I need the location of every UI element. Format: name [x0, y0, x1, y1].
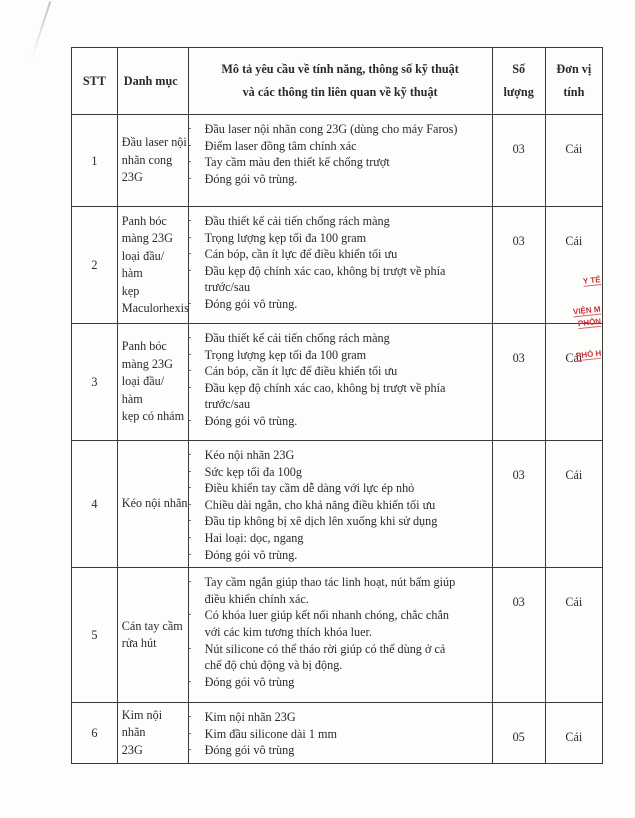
desc-bullet-item: - Nút silicone có thể tháo rời giúp có thể dùng ở cả: [189, 641, 486, 658]
cell-name: [117, 115, 188, 207]
header-desc-line1: Mô tả yêu cầu về tính năng, thông số kỹ thuật: [221, 62, 459, 76]
desc-continuation: chế độ chủ động và bị động.: [204, 658, 343, 673]
desc-bullet-item: - Kim đầu silicone dài 1 mm: [189, 726, 486, 743]
scan-artifact: [31, 1, 51, 59]
desc-bullet-item: - Điểm laser đồng tâm chính xác: [189, 138, 486, 155]
cell-qty: 03: [492, 207, 545, 324]
desc-bullet-item: - Tay cầm ngắn giúp thao tác linh hoạt, nút bấm giúp: [189, 574, 486, 591]
cell-unit: Cái: [545, 703, 602, 764]
desc-bullet-item: - Sức kẹp tối đa 100g: [189, 464, 486, 481]
header-desc: [188, 48, 492, 115]
cell-name-line: Kéo nội nhãn: [121, 496, 188, 511]
cell-qty: 03: [492, 441, 545, 568]
cell-stt: 5: [72, 568, 118, 703]
cell-qty: 03: [492, 115, 545, 207]
cell-name-line: kẹp có nhám: [121, 409, 185, 424]
cell-name-line: Đầu laser nội: [121, 135, 187, 150]
cell-desc: [188, 207, 492, 324]
table-row: [72, 324, 603, 441]
cell-name-line: Cán tay cầm: [121, 618, 183, 633]
cell-stt: 6: [72, 703, 118, 764]
desc-bullet-item: - Đóng gói vô trùng: [189, 674, 486, 691]
desc-bullet-item: - Cán bóp, cần ít lực để điều khiển tối ưu: [189, 246, 486, 263]
cell-stt: 1: [72, 115, 118, 207]
cell-qty: 03: [492, 568, 545, 703]
stamp-line: PHÒN: [577, 316, 602, 329]
desc-bullet-item: - Cán bóp, cần ít lực để điều khiển tối ưu: [189, 363, 486, 380]
cell-name-line: rửa hút: [121, 636, 157, 651]
desc-bullet-item: - Đầu kẹp độ chính xác cao, không bị trượt về phía: [189, 263, 486, 280]
header-desc-line2: và các thông tin liên quan về kỹ thuật: [242, 85, 438, 99]
header-row: [72, 48, 603, 115]
desc-bullet-item: - Tay cầm màu đen thiết kế chống trượt: [189, 154, 486, 171]
desc-bullet-item: - Đóng gói vô trùng.: [189, 296, 486, 313]
desc-continuation: điều khiển chính xác.: [204, 591, 309, 606]
desc-bullet-item: - Trọng lượng kẹp tối đa 100 gram: [189, 230, 486, 247]
cell-desc: [188, 324, 492, 441]
desc-continuation: trước/sau: [204, 397, 251, 412]
spec-table: [71, 47, 603, 764]
table-row: [72, 703, 603, 764]
cell-qty: 03: [492, 324, 545, 441]
cell-name: [117, 441, 188, 568]
cell-unit: Cái: [545, 568, 602, 703]
desc-bullet-item: - Đóng gói vô trùng: [189, 742, 486, 759]
header-name: Danh mục: [117, 48, 188, 115]
desc-bullet-item: - Đóng gói vô trùng.: [189, 413, 486, 430]
cell-name-line: kẹp: [121, 283, 140, 298]
cell-name-line: loại đầu/ hàm: [121, 248, 165, 280]
desc-continuation: trước/sau: [204, 280, 251, 295]
cell-qty: 05: [492, 703, 545, 764]
header-qty-line2: lượng: [503, 85, 534, 99]
header-qty: [492, 48, 545, 115]
table-row: [72, 441, 603, 568]
desc-bullet-item: - Kim nội nhãn 23G: [189, 709, 486, 726]
cell-desc: [188, 568, 492, 703]
cell-desc: [188, 703, 492, 764]
cell-name: [117, 568, 188, 703]
stamp-line: VIỆN M: [572, 304, 602, 317]
table-row: [72, 207, 603, 324]
desc-bullet-item: - Đầu tip không bị xê dịch lên xuống khi sử dụng: [189, 513, 486, 530]
table-body: [72, 115, 603, 764]
cell-unit: Cái: [545, 115, 602, 207]
cell-unit: Cái: [545, 441, 602, 568]
table-row: [72, 115, 603, 207]
cell-stt: 3: [72, 324, 118, 441]
header-unit-line1: Đơn vị: [556, 62, 592, 76]
cell-name: [117, 207, 188, 324]
table-row: [72, 568, 603, 703]
cell-name-line: màng 23G: [121, 231, 173, 245]
cell-name: [117, 703, 188, 764]
header-qty-line1: Số: [512, 62, 526, 76]
cell-unit: Cái: [545, 324, 602, 441]
cell-name-line: loại đầu/ hàm: [121, 374, 165, 406]
cell-name-line: 23G: [121, 742, 143, 757]
stamp-line: PHÓ H: [575, 348, 602, 361]
cell-name-line: Maculorhexis: [121, 301, 189, 315]
cell-stt: 2: [72, 207, 118, 324]
cell-stt: 4: [72, 441, 118, 568]
desc-bullet-item: - Đầu laser nội nhãn cong 23G (dùng cho máy Faros): [189, 121, 486, 138]
cell-name-line: Kim nội nhãn: [121, 707, 163, 740]
cell-name-line: màng 23G: [121, 356, 173, 371]
desc-bullet-item: - Điều khiển tay cầm dễ dàng với lực ép nhỏ: [189, 480, 486, 497]
desc-bullet-item: - Đóng gói vô trùng.: [189, 547, 486, 564]
red-stamp: [535, 270, 601, 390]
stamp-line: Y TẾ: [582, 275, 602, 286]
cell-desc: [188, 441, 492, 568]
desc-bullet-item: - Đầu thiết kế cải tiến chống rách màng: [189, 213, 486, 230]
desc-bullet-item: - Kéo nội nhãn 23G: [189, 447, 486, 464]
header-unit-line2: tính: [563, 85, 585, 99]
cell-unit: Cái: [545, 207, 602, 324]
desc-bullet-item: - Đầu thiết kế cải tiến chống rách màng: [189, 330, 486, 347]
cell-name-line: nhãn cong: [121, 152, 173, 167]
desc-bullet-item: - Chiều dài ngắn, cho khả năng điều khiển tối ưu: [189, 497, 486, 514]
cell-name: [117, 324, 188, 441]
cell-name-line: Panh bóc: [121, 339, 167, 354]
desc-bullet-item: - Hai loại: dọc, ngang: [189, 530, 486, 547]
header-stt: STT: [72, 48, 118, 115]
cell-name-line: Panh bóc: [121, 213, 167, 228]
desc-bullet-item: - Có khóa luer giúp kết nối nhanh chóng, chắc chắn: [189, 607, 486, 624]
desc-continuation: với các kim tương thích khóa luer.: [204, 624, 372, 639]
desc-bullet-item: - Đóng gói vô trùng.: [189, 171, 486, 188]
cell-desc: [188, 115, 492, 207]
header-unit: [545, 48, 602, 115]
desc-bullet-item: - Trọng lượng kẹp tối đa 100 gram: [189, 347, 486, 364]
desc-bullet-item: - Đầu kẹp độ chính xác cao, không bị trượt về phía: [189, 380, 486, 397]
cell-name-line: 23G: [121, 170, 143, 185]
